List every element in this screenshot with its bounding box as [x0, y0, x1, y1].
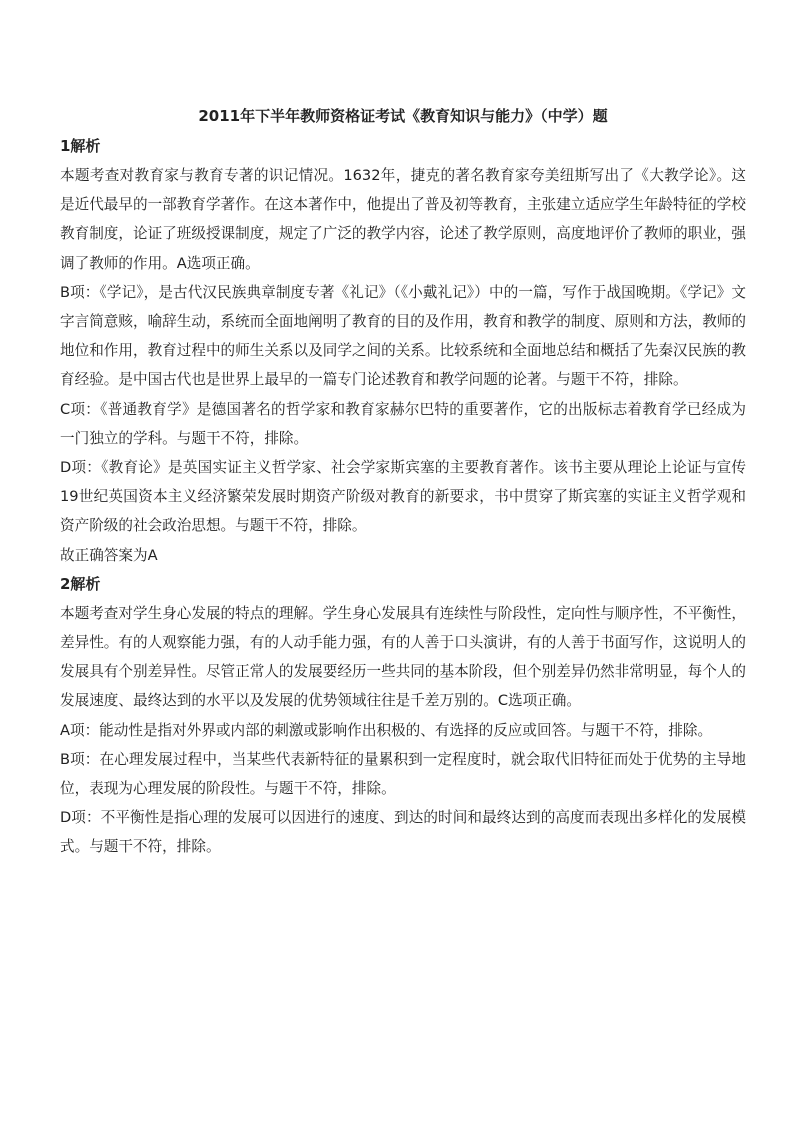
- section-2-paragraph-4: D项：不平衡性是指心理的发展可以因进行的速度、到达的时间和最终达到的高度而表现出多样化的发展模式。与题干不符，排除。: [60, 809, 746, 856]
- section-1-paragraph-4: D项：《教育论》是英国实证主义哲学家、社会学家斯宾塞的主要教育著作。该书主要从理论上论证与宣传19世纪英国资本主义经济繁荣发展时期资产阶级对教育的新要求，书中贯穿了斯宾塞的实证主义哲学观和资产阶级的社会政治思想。与题干不符，排除。: [60, 459, 746, 535]
- section-2-paragraph-3: B项：在心理发展过程中，当某些代表新特征的量累积到一定程度时，就会取代旧特征而处于优势的主导地位，表现为心理发展的阶段性。与题干不符，排除。: [60, 750, 746, 798]
- section-1-paragraph-1: 本题考查对教育家与教育专著的识记情况。1632年，捷克的著名教育家夸美纽斯写出了《大教学论》。这是近代最早的一部教育学著作。在这本著作中，他提出了普及初等教育，主张建立适应学生年龄特征的学校教育制度，论证了班级授课制度，规定了广泛的教学内容，论述了教学原则，高度地评价了教师的职业，强调了教师的作用。A选项正确。: [60, 167, 746, 272]
- section-2: [60, 570, 746, 862]
- section-2-paragraph-2: A项：能动性是指对外界或内部的刺激或影响作出积极的、有选择的反应或回答。与题干不符，排除。: [60, 721, 713, 739]
- document-page: [60, 102, 746, 862]
- section-1-heading: 1解析: [60, 137, 101, 155]
- section-1: [60, 132, 746, 570]
- section-1-answer: 故正确答案为A: [60, 546, 158, 564]
- section-1-paragraph-3: C项：《普通教育学》是德国著名的哲学家和教育家赫尔巴特的重要著作，它的出版标志着教育学已经成为一门独立的学科。与题干不符，排除。: [60, 400, 746, 447]
- section-2-paragraph-1: 本题考查对学生身心发展的特点的理解。学生身心发展具有连续性与阶段性，定向性与顺序性，不平衡性，差异性。有的人观察能力强，有的人动手能力强，有的人善于口头演讲，有的人善于书面写作，这说明人的发展具有个别差异性。尽管正常人的发展要经历一些共同的基本阶段，但个别差异仍然非常明显，每个人的发展速度、最终达到的水平以及发展的优势领域往往是千差万别的。C选项正确。: [60, 604, 746, 710]
- document-title: 2011年下半年教师资格证考试《教育知识与能力》（中学）题: [198, 107, 608, 125]
- section-2-heading: 2解析: [60, 574, 101, 593]
- section-1-paragraph-2: B项：《学记》，是古代汉民族典章制度专著《礼记》（《小戴礼记》）中的一篇，写作于战国晚期。《学记》文字言简意赅，喻辞生动，系统而全面地阐明了教育的目的及作用，教育和教学的制度、原则和方法，教师的地位和作用，教育过程中的师生关系以及同学之间的关系。比较系统和全面地总结和概括了先秦汉民族的教育经验。是中国古代也是世界上最早的一篇专门论述教育和教学问题的论著。与题干不符，排除。: [60, 283, 746, 389]
